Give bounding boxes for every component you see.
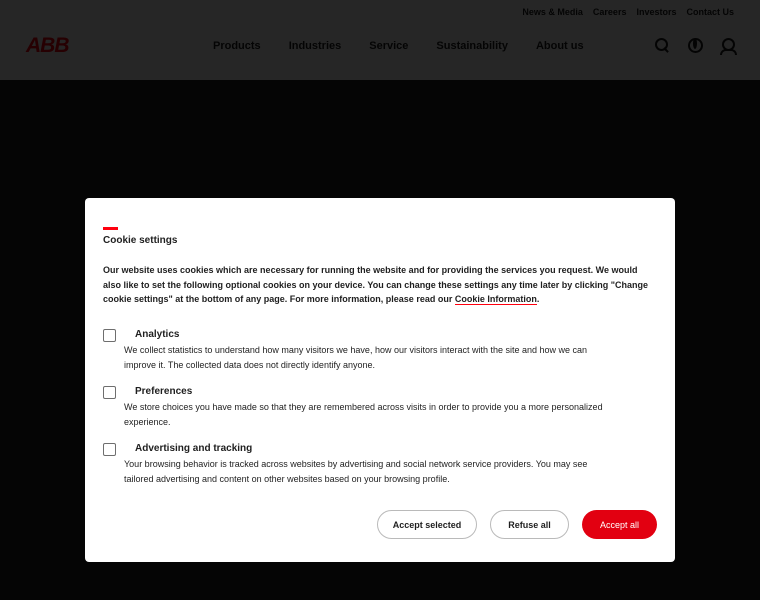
option-title: Analytics (135, 329, 180, 340)
option-description: We store choices you have made so that they are remembered across visits in order to provide you a more personalized experience. (124, 402, 603, 427)
option-title: Preferences (135, 386, 193, 397)
title-accent-bar (103, 227, 118, 230)
option-description: Your browsing behavior is tracked across websites by advertising and social network service providers. You may see tailored advertising and content on other websites based on your browsing profile. (124, 459, 588, 484)
preferences-checkbox[interactable] (103, 386, 116, 399)
cookie-settings-dialog (85, 198, 675, 562)
option-description: We collect statistics to understand how many visitors we have, how our visitors interact with the site and how we can improve it. The collected data does not directly identify anyone. (124, 345, 588, 370)
intro-end: . (536, 294, 540, 304)
intro-body: Our website uses cookies which are necessary for running the website and for providing the services you request. We would also like to set the following optional cookies on your device. You can change these settings any time later by clicking "Change cookie settings" at the bottom of any page. For more information, please read our (103, 265, 649, 304)
dialog-title: Cookie settings (103, 235, 178, 246)
intro-text (103, 263, 653, 307)
refuse-all-button[interactable]: Refuse all (490, 510, 569, 539)
accept-selected-button[interactable]: Accept selected (377, 510, 477, 539)
cookie-information-link[interactable]: Cookie Information (454, 294, 537, 304)
analytics-checkbox[interactable] (103, 329, 116, 342)
option-title: Advertising and tracking (135, 443, 253, 454)
advertising-checkbox[interactable] (103, 443, 116, 456)
accept-all-button[interactable]: Accept all (582, 510, 657, 539)
